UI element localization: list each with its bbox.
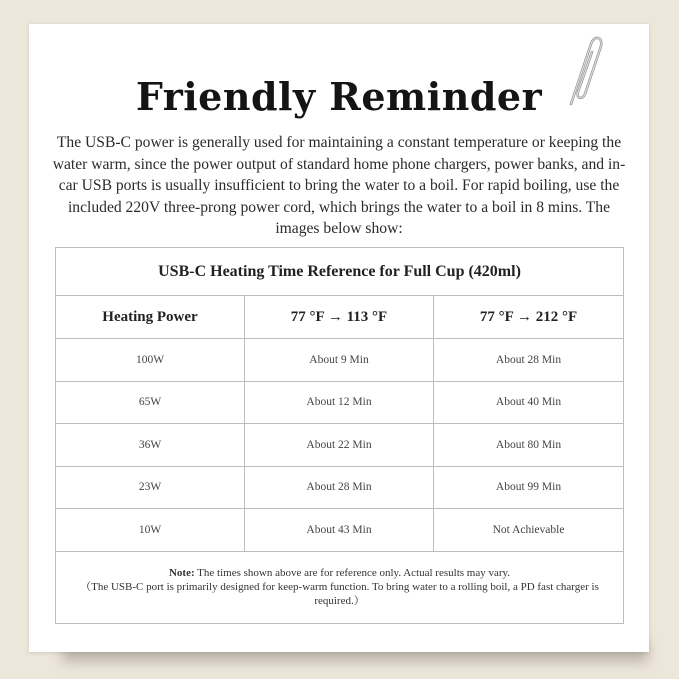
page-title: Friendly Reminder [135, 74, 543, 119]
table-cell: About 43 Min [245, 509, 434, 552]
table-row [56, 424, 624, 467]
note-line [66, 566, 613, 580]
reminder-card [29, 24, 649, 652]
table-cell: 23W [56, 466, 245, 509]
note-label: Note: [168, 567, 195, 579]
table-header-row [56, 296, 624, 339]
table-cell: 10W [56, 509, 245, 552]
note-detail: （The USB-C port is primarily designed for keep-warm function. To bring water to a rolling boil, a PD fast charger is required.） [80, 581, 599, 607]
table-cell: 65W [56, 381, 245, 424]
table-cell: About 80 Min [434, 424, 624, 467]
intro-paragraph: The USB-C power is generally used for maintaining a constant temperature or keeping the water warm, since the power output of standard home phone chargers, power banks, and in-car USB ports is usually insufficient to bring the water to a boil. For rapid boiling, use the included 220V three-prong power cord, which brings the water to a boil in 8 mins. The images below show: [52, 134, 626, 237]
column-header: Heating Power [56, 296, 245, 339]
table-cell: About 22 Min [245, 424, 434, 467]
table-cell: 36W [56, 424, 245, 467]
table-row [56, 381, 624, 424]
table-row [56, 339, 624, 382]
table-cell: About 9 Min [245, 339, 434, 382]
table-caption: USB-C Heating Time Reference for Full Cup (420ml) [56, 248, 624, 296]
table-cell: About 28 Min [434, 339, 624, 382]
table-cell: Not Achievable [434, 509, 624, 552]
table-cell: About 40 Min [434, 381, 624, 424]
table-note [56, 551, 624, 623]
table-cell: About 12 Min [245, 381, 434, 424]
table-cell: About 28 Min [245, 466, 434, 509]
column-header: 77 °F → 212 °F [434, 296, 624, 339]
heating-time-table [55, 247, 624, 624]
table-cell: About 99 Min [434, 466, 624, 509]
table-row [56, 509, 624, 552]
table-cell: 100W [56, 339, 245, 382]
table-row [56, 466, 624, 509]
column-header: 77 °F → 113 °F [245, 296, 434, 339]
note-text: The times shown above are for reference only. Actual results may vary. [194, 567, 511, 579]
